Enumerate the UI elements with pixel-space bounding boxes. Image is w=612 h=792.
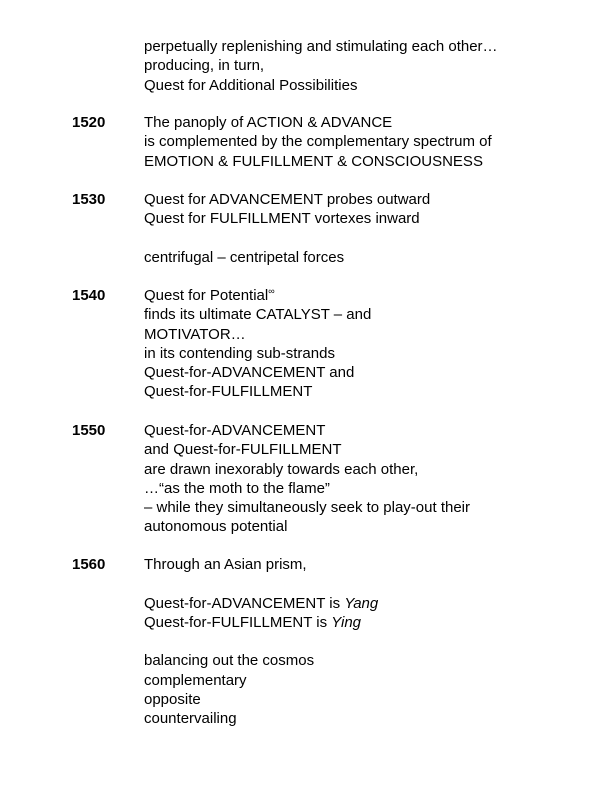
ying-word: Ying bbox=[331, 613, 362, 631]
section-text bbox=[144, 555, 584, 729]
text-line: centrifugal – centripetal forces bbox=[144, 248, 345, 266]
text-fragment: Quest-for-FULFILLMENT is bbox=[144, 613, 332, 631]
yang-line bbox=[144, 594, 584, 613]
ying-line bbox=[144, 613, 584, 632]
intro-text bbox=[144, 37, 584, 95]
text-line: Quest for FULFILLMENT vortexes inward bbox=[144, 210, 420, 228]
section-number: 1520 bbox=[72, 114, 106, 131]
text-line: opposite bbox=[144, 691, 201, 709]
infinity-superscript: ∞ bbox=[268, 286, 275, 296]
section-text bbox=[144, 113, 584, 171]
text-line: perpetually replenishing and stimulating each other… bbox=[144, 38, 498, 55]
text-line: – while they simultaneously seek to play-out their bbox=[144, 499, 471, 517]
section-number: 1560 bbox=[72, 556, 106, 573]
section-text bbox=[144, 190, 584, 267]
text-line: Quest-for-ADVANCEMENT and bbox=[144, 364, 355, 382]
section-number: 1540 bbox=[72, 287, 106, 304]
blank-line bbox=[144, 632, 584, 651]
text-line: producing, in turn, bbox=[144, 57, 265, 75]
section-text bbox=[144, 286, 584, 402]
text-line: countervailing bbox=[144, 710, 237, 728]
blank-line bbox=[144, 229, 584, 248]
yang-word: Yang bbox=[344, 594, 379, 612]
text-line: is complemented by the complementary spectrum of bbox=[144, 133, 492, 151]
text-line: finds its ultimate CATALYST – and bbox=[144, 306, 372, 324]
text-line: Quest for Additional Possibilities bbox=[144, 76, 358, 94]
text-line bbox=[144, 286, 584, 305]
text-line: MOTIVATOR… bbox=[144, 325, 246, 343]
text-fragment: Quest-for-ADVANCEMENT is bbox=[144, 594, 345, 612]
text-line: in its contending sub-strands bbox=[144, 344, 335, 362]
text-line: The panoply of ACTION & ADVANCE bbox=[144, 114, 393, 131]
text-line: Quest-for-ADVANCEMENT bbox=[144, 422, 326, 439]
blank-line bbox=[144, 574, 584, 593]
text-line: complementary bbox=[144, 671, 247, 689]
text-line: and Quest-for-FULFILLMENT bbox=[144, 441, 342, 459]
text-line: Quest-for-FULFILLMENT bbox=[144, 383, 313, 401]
text-line: balancing out the cosmos bbox=[144, 652, 315, 670]
text-line: EMOTION & FULFILLMENT & CONSCIOUSNESS bbox=[144, 152, 483, 170]
text-line: autonomous potential bbox=[144, 518, 288, 536]
text-line: are drawn inexorably towards each other, bbox=[144, 460, 419, 478]
text-line: Through an Asian prism, bbox=[144, 556, 307, 573]
text-fragment: Quest for Potential bbox=[144, 287, 269, 304]
section-text bbox=[144, 421, 584, 537]
text-line: …“as the moth to the flame” bbox=[144, 479, 330, 497]
section-number: 1530 bbox=[72, 191, 106, 208]
section-number: 1550 bbox=[72, 422, 106, 439]
text-line: Quest for ADVANCEMENT probes outward bbox=[144, 191, 431, 208]
